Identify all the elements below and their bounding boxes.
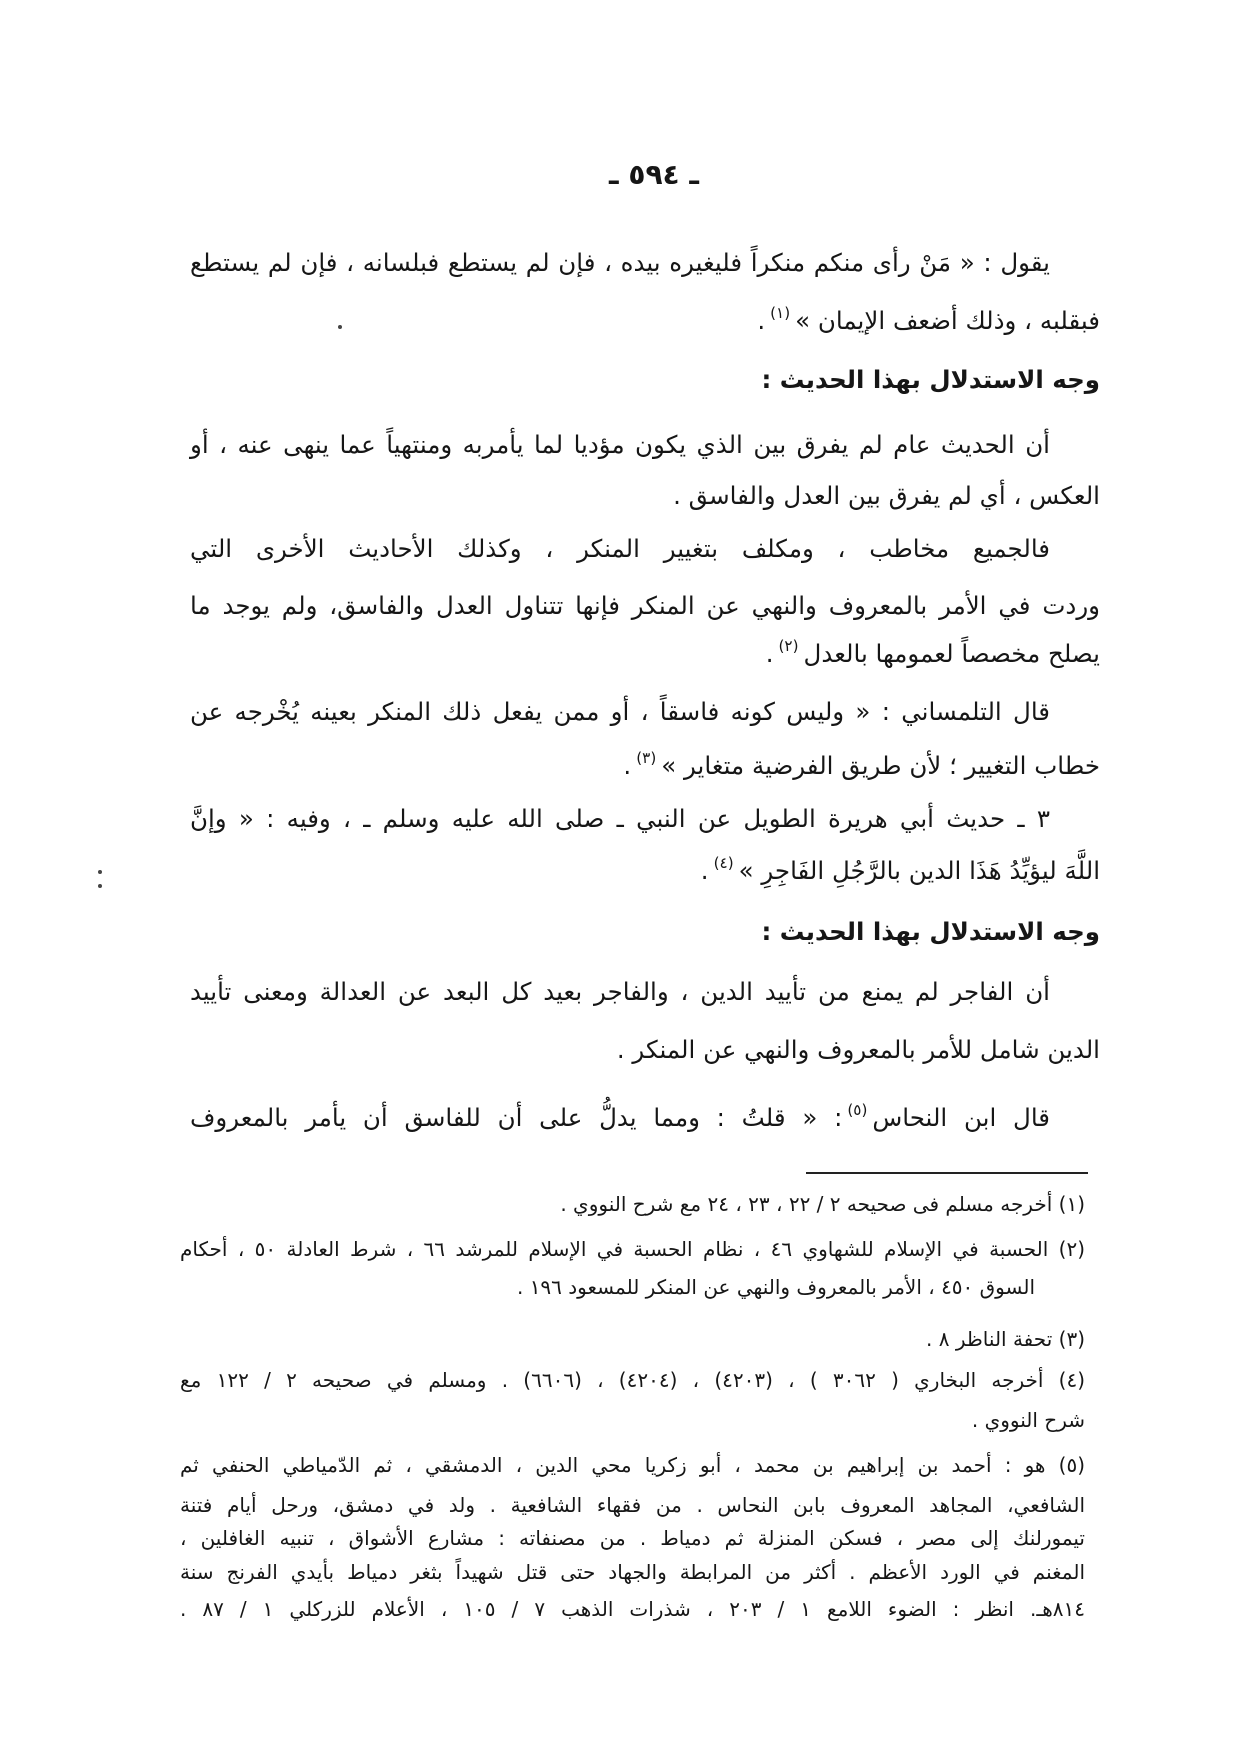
body-line (190, 474, 1100, 518)
body-text: وردت في الأمر بالمعروف والنهي عن المنكر فإنها تتناول العدل والفاسق، ولم يوجد ما (190, 591, 1100, 620)
scan-speck (338, 325, 342, 329)
body-text: يصلح مخصصاً لعمومها بالعدل (803, 639, 1100, 668)
section-heading: وجه الاستدلال بهذا الحديث : (761, 365, 1100, 394)
body-line (190, 690, 1100, 734)
body-text: . (700, 856, 709, 885)
body-line (190, 527, 1100, 571)
body-text: أن الحديث عام لم يفرق بين الذي يكون مؤديا لما يأمربه ومنتهياً عما ينهى عنه ، أو (190, 430, 1050, 459)
footnote-line: تيمورلنك إلى مصر ، فسكن المنزلة ثم دمياط . من مصنفاته : مشارع الأشواق ، تنبيه الغافلين ، (180, 1526, 1085, 1550)
footnote-line: السوق ٤٥٠ ، الأمر بالمعروف والنهي عن المنكر للمسعود ١٩٦ . (516, 1275, 1035, 1299)
footnote-line: (٥) هو : أحمد بن إبراهيم بن محمد ، أبو زكريا محي الدين ، الدمشقي ، ثم الدّمياطي الحنفي ثم (180, 1453, 1085, 1477)
footnote-ref: (٥) (847, 1100, 868, 1119)
body-line (190, 744, 1100, 788)
body-text: يقول : « مَنْ رأى منكم منكراً فليغيره بيده ، فإن لم يستطع فبلسانه ، فإن لم يستطع (190, 248, 1050, 277)
footnote-line: شرح النووي . (971, 1408, 1085, 1432)
page-number: ـ ٥٩٤ ـ (609, 158, 699, 191)
scan-speck (98, 870, 102, 874)
footnote-line: المغنم في الورد الأعظم . أكثر من المرابطة والجهاد حتى قتل شهيداً بثغر دمياط بأيدي الفرنج سنة (180, 1560, 1085, 1584)
body-text: . (765, 639, 774, 668)
footnote-ref: (٣) (636, 748, 657, 767)
body-text: فبقلبه ، وذلك أضعف الإيمان » (795, 306, 1100, 335)
body-text: . (757, 306, 766, 335)
body-line (190, 423, 1100, 467)
body-line (190, 584, 1100, 628)
footnote-ref: (١) (770, 303, 791, 322)
body-text: أن الفاجر لم يمنع من تأييد الدين ، والفاجر بعيد كل البعد عن العدالة ومعنى تأييد (190, 977, 1050, 1006)
body-line (190, 1096, 1100, 1140)
scan-speck (98, 884, 102, 888)
body-line (190, 797, 1100, 841)
body-text: خطاب التغيير ؛ لأن طريق الفرضية متغاير » (661, 751, 1100, 780)
footnote-line: (٣) تحفة الناظر ٨ . (926, 1327, 1085, 1351)
body-text: ٣ ـ حديث أبي هريرة الطويل عن النبي ـ صلى الله عليه وسلم ـ ، وفيه : « وإنَّ (190, 804, 1050, 833)
section-heading: وجه الاستدلال بهذا الحديث : (761, 917, 1100, 946)
footnote-separator (806, 1172, 1088, 1174)
body-text: العكس ، أي لم يفرق بين العدل والفاسق . (673, 481, 1100, 510)
footnote-ref: (٢) (778, 636, 799, 655)
body-line (190, 632, 1100, 676)
footnote-ref: (٤) (713, 853, 734, 872)
body-text: اللَّهَ ليؤيِّدُ هَذَا الدين بالرَّجُلِ الفَاجِرِ » (738, 856, 1100, 885)
body-line (190, 849, 1100, 893)
body-text: فالجميع مخاطب ، ومكلف بتغيير المنكر ، وكذلك الأحاديث الأخرى التي (190, 534, 1050, 563)
footnote-line: (١) أخرجه مسلم فى صحيحه ٢ / ٢٢ ، ٢٣ ، ٢٤ مع شرح النووي . (560, 1192, 1085, 1216)
body-line (190, 299, 1100, 343)
footnote-line: (٤) أخرجه البخاري ( ٣٠٦٢ ) ، (٤٢٠٣) ، (٤٢٠٤) ، (٦٦٠٦) . ومسلم في صحيحه ٢ / ١٢٢ مع (180, 1368, 1086, 1392)
footnote-line: الشافعي، المجاهد المعروف بابن النحاس . من فقهاء الشافعية . ولد في دمشق، ورحل أيام فتنة (180, 1493, 1085, 1517)
body-line (190, 241, 1100, 285)
body-text: : « قلتُ : ومما يدلُّ على أن للفاسق أن يأمر بالمعروف (190, 1103, 843, 1132)
body-line (190, 1028, 1100, 1072)
body-text: الدين شامل للأمر بالمعروف والنهي عن المنكر . (616, 1035, 1100, 1064)
footnote-line: ٨١٤هـ. انظر : الضوء اللامع ١ / ٢٠٣ ، شذرات الذهب ٧ / ١٠٥ ، الأعلام للزركلي ١ / ٨٧ . (180, 1597, 1085, 1621)
footnote-line: (٢) الحسبة في الإسلام للشهاوي ٤٦ ، نظام الحسبة في الإسلام للمرشد ٦٦ ، شرط العادلة ٥٠ ، أحكام (180, 1237, 1085, 1261)
body-text: . (623, 751, 632, 780)
body-text: قال التلمساني : « وليس كونه فاسقاً ، أو ممن يفعل ذلك المنكر بعينه يُخْرجه عن (190, 697, 1050, 726)
body-text: قال ابن النحاس (872, 1103, 1050, 1132)
body-line (190, 970, 1100, 1014)
